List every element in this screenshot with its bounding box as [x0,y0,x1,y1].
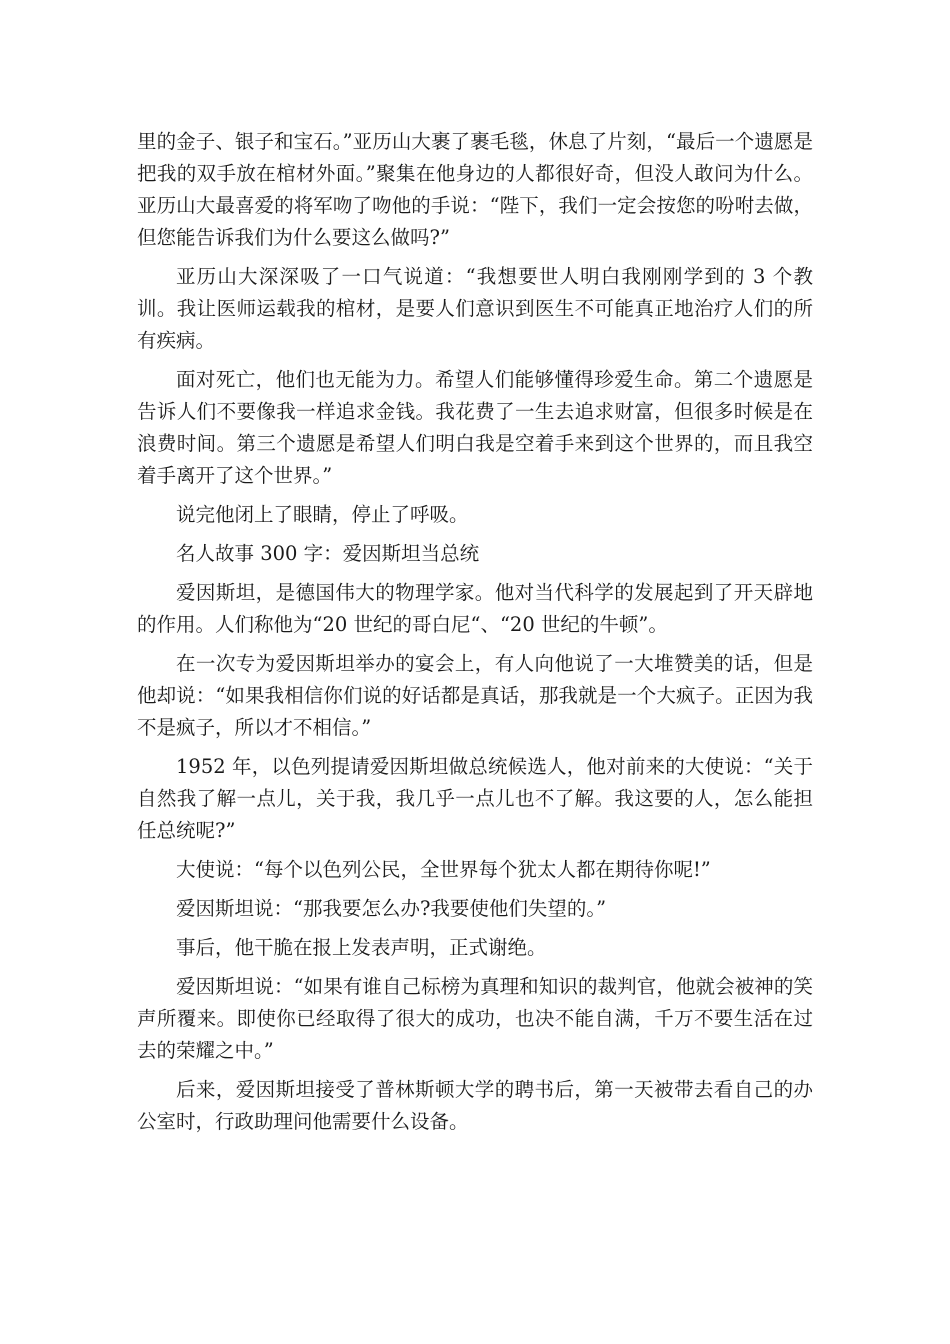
paragraph: 事后，他干脆在报上发表声明，正式谢绝。 [176,936,547,959]
paragraph: 爱因斯坦，是德国伟大的物理学家。他对当代科学的发展起到了开天辟地的作用。人们称他为“20 世纪的哥白尼“、“20 世纪的牛顿”。 [137,581,813,636]
paragraph: 在一次专为爱因斯坦举办的宴会上，有人向他说了一大堆赞美的话，但是他却说：“如果我相信你们说的好话都是真话，那我就是一个大疯子。正因为我不是疯子，所以才不相信。” [137,652,813,739]
paragraph: 1952 年，以色列提请爱因斯坦做总统候选人，他对前来的大使说：“关于自然我了解一点儿，关于我，我几乎一点儿也不了解。我这要的人，怎么能担任总统呢?” [137,755,813,842]
paragraph: 后来，爱因斯坦接受了普林斯顿大学的聘书后，第一天被带去看自己的办公室时，行政助理问他需要什么设备。 [137,1078,813,1133]
paragraph: 说完他闭上了眼睛，停止了呼吸。 [176,503,469,526]
section-heading: 名人故事 300 字：爱因斯坦当总统 [176,542,480,565]
paragraph: 亚历山大深深吸了一口气说道：“我想要世人明白我刚刚学到的 3 个教训。我让医师运载我的棺材，是要人们意识到医生不可能真正地治疗人们的所有疾病。 [137,265,813,352]
paragraph: 爱因斯坦说：“如果有谁自己标榜为真理和知识的裁判官，他就会被神的笑声所覆来。即使你已经取得了很大的成功，也决不能自满，千万不要生活在过去的荣耀之中。” [137,975,813,1062]
paragraph: 里的金子、银子和宝石。”亚历山大裹了裹毛毯，休息了片刻，“最后一个遗愿是把我的双手放在棺材外面。”聚集在他身边的人都很好奇，但没人敢问为什么。亚历山大最喜爱的将军吻了吻他的手说：“陛下，我们一定会按您的吩咐去做，但您能告诉我们为什么要这么做吗?” [137,130,813,249]
paragraph: 大使说：“每个以色列公民，全世界每个犹太人都在期待你呢!” [176,858,711,881]
paragraph: 爱因斯坦说：“那我要怎么办?我要使他们失望的。” [176,897,607,920]
paragraph: 面对死亡，他们也无能为力。希望人们能够懂得珍爱生命。第二个遗愿是告诉人们不要像我一样追求金钱。我花费了一生去追求财富，但很多时候是在浪费时间。第三个遗愿是希望人们明白我是空着手来到这个世界的，而且我空着手离开了这个世界。” [137,368,813,487]
document-body [137,126,813,1145]
